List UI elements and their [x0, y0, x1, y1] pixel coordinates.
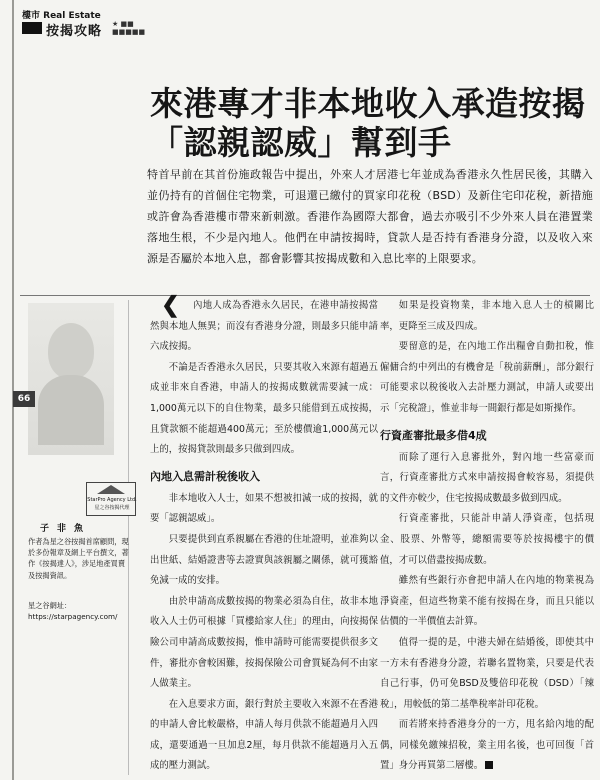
author-bio: 作者為星之谷按揭首席顧問，現於多份報章及網上平台撰文，著作《按揭達人》，涉足地產買賣及按揭資訊。	[28, 537, 129, 580]
paragraph: 值得一提的是，中港夫婦在結婚後，即使其中一方未有香港身分證，若聯名置物業，只要是代表自己行事，仍可免BSD及雙倍印花稅（DSD）「辣稅」，用較低的第二基準稅率計印花稅。	[380, 636, 594, 710]
column-title: 按揭攻略	[46, 24, 103, 39]
paragraph: 如果是投資物業，非本地入息人士的槓關比率，更降至三成及四成。	[380, 300, 594, 332]
paragraph: 在入息要求方面，銀行對於主要收入來源不在香港的申請人會比較嚴格，申請人每月供款不能超過月入四成，還要通過一旦加息2厘，每月供款不能超過月入五成的壓力測試。	[150, 698, 378, 772]
column-marker	[22, 22, 42, 34]
paragraph: 雖然有些銀行亦會把申請人在內地的物業視為淨資產，但這些物業不能有按揭在身，而且只能以估價的一半價值去計算。	[380, 575, 594, 628]
author-byline: 子非魚	[40, 524, 92, 534]
paragraph-text: 而若將來持香港身分的一方，甩名給內地的配偶，同樣免繳辣招稅，業主用名後，也可回復「首置」身分再買第二層樓。	[380, 719, 594, 772]
column-tag-line1: ★ ■■	[112, 20, 134, 28]
agency-logo	[86, 482, 136, 516]
author-website	[28, 600, 138, 622]
paragraph: 不論是否香港永久居民，只要其收入來源有超過五成並非來自香港，申請人的按揭成數就需要減一成：1,000萬元以下的自住物業，最多只能借到五成按揭，且貸款額不能超過400萬元；至於樓價逾1,000萬元以上的，按揭貸款則最多只做到四成。	[150, 361, 378, 456]
end-mark-icon	[485, 761, 493, 769]
headline-line1: 來港專才非本地收入承造按揭	[150, 84, 586, 123]
photo-head-shape	[48, 323, 94, 379]
website-link[interactable]: https://starpagency.com/	[28, 612, 118, 621]
column-tag-line2: ■■■■■	[112, 28, 146, 36]
article-column-1	[150, 292, 378, 777]
paragraph: 要留意的是，在內地工作出糧會自動扣稅，惟僱傭合約中列出的有機會是「稅前薪酬」，部分銀行可能要求以稅後收入去計壓力測試，申請人或要出示「完稅證」，惟並非每一間銀行都是如斯操作。	[380, 341, 594, 414]
subheading: 行資產審批最多借4成	[380, 428, 487, 442]
paragraph	[380, 715, 594, 777]
headline-line2: 「認親認威」幫到手	[150, 123, 452, 162]
section-label: 樓市 Real Estate	[22, 11, 101, 21]
article-headline	[150, 84, 590, 162]
author-photo	[28, 303, 114, 455]
quote-mark-icon: ❮	[161, 292, 180, 318]
column-tag	[112, 20, 145, 36]
paragraph	[150, 292, 378, 358]
house-icon	[97, 485, 125, 494]
paragraph: 行資產審批，只能計申請人淨資產，包括現金、股票、外幣等，總額需要等於按揭樓宇的價值，才可以借盡按揭成數。	[380, 513, 594, 566]
subheading: 內地入息需計稅後收入	[150, 469, 260, 483]
article-column-2	[380, 296, 594, 777]
paragraph: 只要提供到直系親屬在香港的住址證明，並准夠以出世紙、結婚證書等去證實與該親屬之關係，就可獲豁免減一成的安排。	[150, 533, 378, 587]
website-label: 星之谷網址：	[28, 601, 72, 610]
paragraph: 由於申請高成數按揭的物業必須為自住，故非本地收入人士仍可根據「買樓給家人住」的理由，向按揭保險公司申請高成數按揭，惟申請時可能需要提供很多文件，審批亦會較困難，按揭保險公司會質疑為何不由家人做業主。	[150, 595, 378, 690]
paragraph-text: 內地人成為香港永久居民，在港申請按揭當然與本地人無異；而沒有香港身分證，則最多只能申請六成按揭。	[150, 300, 378, 353]
paragraph: 非本地收入人士，如果不想被扣減一成的按揭，就要「認親認威」。	[150, 492, 378, 525]
paragraph: 而除了運行入息審批外，對內地一些富豪而言，行資產審批方式來申請按揭會較容易，須提供的文件亦較少，住宅按揭成數最多做到四成。	[380, 451, 594, 504]
page-number: 66	[13, 391, 35, 407]
logo-subname: 星之谷按揭代理	[94, 505, 130, 511]
logo-name: StarPro Agency Ltd.	[87, 497, 137, 503]
photo-body-shape	[38, 375, 104, 445]
article-intro: 特首早前在其首份施政報告中提出，外來人才居港七年並成為香港永久性居民後，其購入並仍持有的首個住宅物業，可退還已繳付的買家印花稅（BSD）及新住宅印花稅，新措施或許會為香港樓市帶來新刺激。香港作為國際大都會，過去亦吸引不少外來人員在港置業落地生根，不少是內地人。他們在申請按揭時，貸款人是否持有香港身分證，以及收入來源是否屬於本地入息，都會影響其按揭成數和入息比率的上限要求。	[147, 168, 593, 265]
